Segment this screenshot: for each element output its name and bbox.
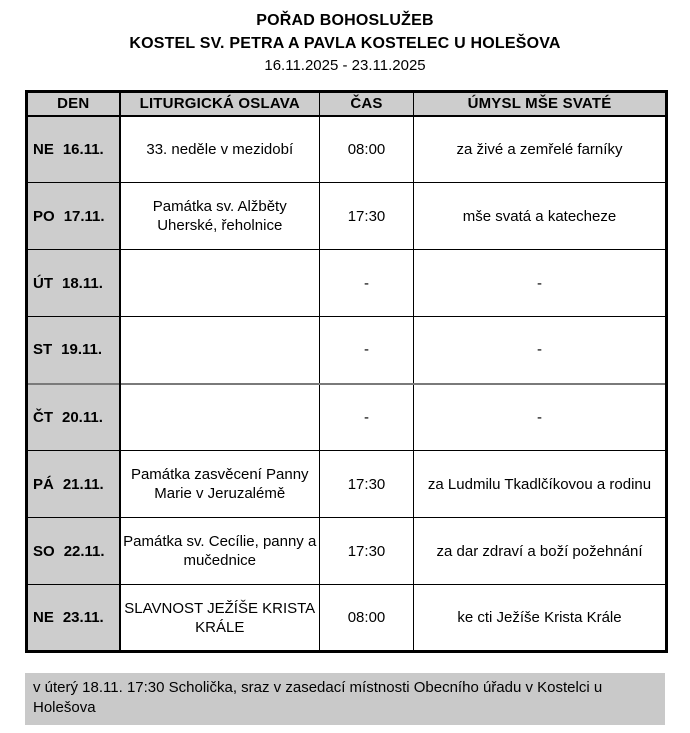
column-header-den: DEN [27, 92, 120, 116]
celebration-cell [120, 317, 320, 384]
date-range: 16.11.2025 - 23.11.2025 [264, 57, 426, 74]
table-row [27, 451, 667, 518]
intention-cell: - [414, 317, 667, 384]
time-cell: - [320, 250, 414, 317]
day-abbr: ST [33, 341, 53, 359]
time-cell: 17:30 [320, 183, 414, 250]
day-abbr: NE [33, 609, 54, 626]
celebration-cell [120, 250, 320, 317]
time-cell: 17:30 [320, 518, 414, 585]
celebration-cell: 33. neděle v mezidobí [120, 116, 320, 183]
column-header-liturgicka-oslava: LITURGICKÁ OSLAVA [120, 92, 320, 116]
time-cell: 08:00 [320, 116, 414, 183]
title-block [0, 0, 690, 77]
day-cell [27, 250, 120, 317]
day-abbr: ČT [33, 408, 53, 426]
day-date: 16.11. [62, 140, 104, 158]
day-abbr: SO [33, 542, 55, 560]
day-cell [27, 317, 120, 384]
day-date: 22.11. [63, 542, 105, 560]
time-cell: 08:00 [320, 585, 414, 652]
day-cell [27, 116, 120, 183]
table-row [27, 250, 667, 317]
page-title: POŘAD BOHOSLUŽEB [256, 12, 434, 29]
day-cell [27, 518, 120, 585]
day-date: 21.11. [62, 475, 104, 493]
day-cell [27, 451, 120, 518]
day-cell [27, 183, 120, 250]
day-date: 18.11. [62, 274, 103, 292]
day-abbr: NE [33, 140, 54, 158]
column-header-umysl-mse-svate: ÚMYSL MŠE SVATÉ [414, 92, 667, 116]
table-row [27, 585, 667, 652]
column-header-cas: ČAS [320, 92, 414, 116]
day-date: 20.11. [62, 408, 103, 426]
celebration-cell: Památka zasvěcení Panny Marie v Jeruzalémě [120, 451, 320, 518]
day-cell [27, 585, 120, 652]
intention-cell: mše svatá a katecheze [414, 183, 667, 250]
table-row [27, 183, 667, 250]
day-date: 23.11. [62, 609, 104, 626]
time-cell: 17:30 [320, 451, 414, 518]
schedule-table [25, 90, 668, 653]
intention-cell: - [414, 250, 667, 317]
intention-cell: ke cti Ježíše Krista Krále [414, 585, 667, 652]
day-date: 19.11. [61, 341, 103, 359]
time-cell: - [320, 317, 414, 384]
celebration-cell [120, 384, 320, 451]
celebration-cell: Památka sv. Cecílie, panny a mučednice [120, 518, 320, 585]
day-abbr: PÁ [33, 475, 54, 493]
table-row [27, 518, 667, 585]
page-subtitle: KOSTEL SV. PETRA A PAVLA KOSTELEC U HOLEŠOVA [129, 35, 561, 52]
day-abbr: PO [33, 207, 55, 225]
intention-cell: - [414, 384, 667, 451]
celebration-cell: SLAVNOST JEŽÍŠE KRISTA KRÁLE [120, 585, 320, 652]
announcement-note: v úterý 18.11. 17:30 Scholička, sraz v zasedací místnosti Obecního úřadu v Kostelci u Holešova [25, 673, 665, 725]
day-date: 17.11. [63, 207, 105, 225]
intention-cell: za živé a zemřelé farníky [414, 116, 667, 183]
table-row [27, 384, 667, 451]
day-cell [27, 384, 120, 451]
intention-cell: za dar zdraví a boží požehnání [414, 518, 667, 585]
celebration-cell: Památka sv. Alžběty Uherské, řeholnice [120, 183, 320, 250]
table-header-row [27, 92, 667, 116]
day-abbr: ÚT [33, 274, 53, 292]
time-cell: - [320, 384, 414, 451]
table-row [27, 116, 667, 183]
table-row [27, 317, 667, 384]
intention-cell: za Ludmilu Tkadlčíkovou a rodinu [414, 451, 667, 518]
